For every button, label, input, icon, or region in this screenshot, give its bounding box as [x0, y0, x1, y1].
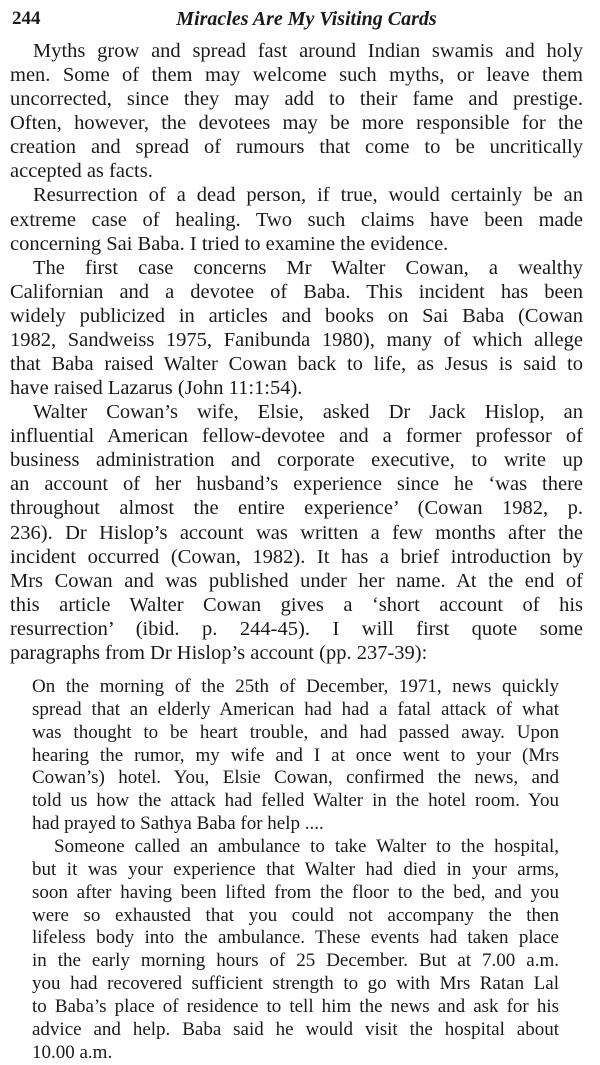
text-line: Myths grow and spread fast around Indian swamis and holy [33, 40, 583, 62]
text-line: Californian and a devotee of Baba. This incident has been [10, 280, 583, 303]
quote-line: in the early morning hours of 25 December. But at 7.00 a.m. [32, 950, 559, 972]
quote-line: were so exhausted that you could not accompany the then [32, 904, 559, 926]
quote-line: had prayed to Sathya Baba for help .... [32, 813, 324, 835]
text-line: incident occurred (Cowan, 1982). It has a brief introduction by [10, 545, 583, 568]
quote-line: was thought to be heart trouble, and had passed away. Upon [32, 721, 559, 743]
page-number: 244 [12, 8, 41, 29]
quote-line: 10.00 a.m. [32, 1041, 113, 1063]
quote-line: soon after having been lifted from the floor to the bed, and you [32, 881, 559, 903]
text-line: creation and spread of rumours that come to be uncritically [10, 136, 583, 159]
running-title: Miracles Are My Visiting Cards [176, 8, 437, 30]
text-line: business administration and corporate executive, to write up [10, 449, 583, 472]
quote-line: told us how the attack had felled Walter in the hotel room. You [32, 790, 559, 812]
quote-line: hearing the rumor, my wife and I at once went to your (Mrs [32, 744, 559, 766]
quote-line: you had recovered sufficient strength to go with Mrs Ratan Lal [32, 973, 559, 995]
quote-line: but it was your experience that Walter had died in your arms, [32, 858, 559, 880]
block-quote [32, 676, 559, 1065]
body-text [10, 39, 583, 665]
text-line: Resurrection of a dead person, if true, would certainly be an [33, 184, 583, 207]
text-line: Walter Cowan’s wife, Elsie, asked Dr Jack Hislop, an [33, 401, 583, 424]
text-line: throughout almost the entire experience’ (Cowan 1982, p. [10, 497, 583, 520]
text-line: accepted as facts. [10, 160, 153, 183]
text-line: men. Some of them may welcome such myths, or leave them [10, 64, 583, 87]
text-line: uncorrected, since they may add to their fame and prestige. [10, 88, 583, 111]
text-line: extreme case of healing. Two such claims have been made [10, 208, 583, 231]
page-header [10, 6, 583, 32]
text-line: influential American fellow-devotee and a former professor of [10, 425, 583, 448]
quote-line: to Baba’s place of residence to tell him the news and ask for his [32, 996, 559, 1018]
quote-line: advice and help. Baba said he would visit the hospital about [32, 1018, 559, 1040]
text-line: concerning Sai Baba. I tried to examine the evidence. [10, 232, 449, 255]
text-line: have raised Lazarus (John 11:1:54). [10, 377, 303, 400]
text-line: this article Walter Cowan gives a ‘short account of his [10, 593, 583, 616]
text-line: resurrection’ (ibid. p. 244-45). I will first quote some [10, 617, 583, 640]
text-line: that Baba raised Walter Cowan back to life, as Jesus is said to [10, 353, 583, 376]
text-line: 1982, Sandweiss 1975, Fanibunda 1980), many of which allege [10, 328, 583, 351]
quote-line: Someone called an ambulance to take Walter to the hospital, [54, 836, 559, 858]
quote-line: On the morning of the 25th of December, 1971, news quickly [32, 676, 559, 697]
text-line: paragraphs from Dr Hislop’s account (pp. 237-39): [10, 641, 428, 664]
text-line: Mrs Cowan and was published under her name. At the end of [10, 569, 583, 592]
quote-line: spread that an elderly American had had a fatal attack of what [32, 698, 559, 720]
text-line: widely publicized in articles and books on Sai Baba (Cowan [10, 304, 583, 327]
quote-line: lifeless body into the ambulance. These events had taken place [32, 927, 559, 949]
text-line: The first case concerns Mr Walter Cowan, a wealthy [33, 256, 583, 279]
text-line: an account of her husband’s experience since he ‘was there [10, 473, 583, 496]
text-line: 236). Dr Hislop’s account was written a few months after the [10, 521, 583, 544]
text-line: Often, however, the devotees may be more responsible for the [10, 112, 583, 135]
quote-line: Cowan’s) hotel. You, Elsie Cowan, confirmed the news, and [32, 767, 559, 789]
